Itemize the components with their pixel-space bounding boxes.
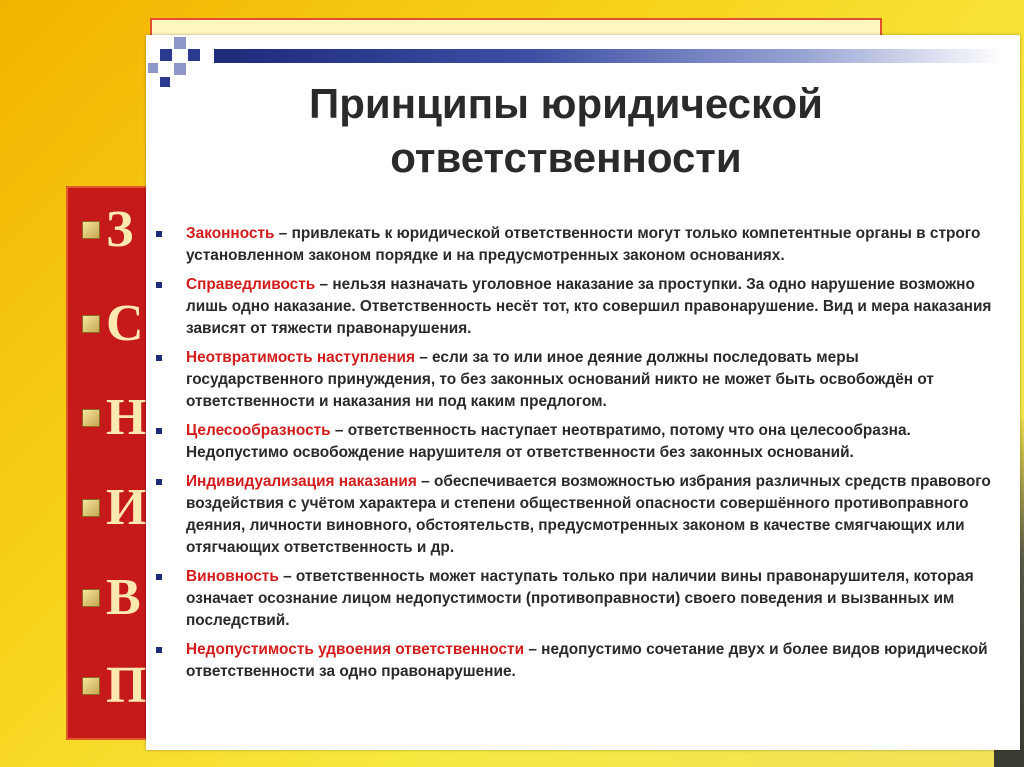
principle-text: – ответственность может наступать только при наличии вины правонарушителя, которая означает осознание лицом недопустимости (противоправности) своего поведения и вызванных им последствий. [186,568,974,629]
principle-text: – нельзя назначать уголовное наказание за проступки. За одно нарушение возможно лишь одно наказание. Ответственность несёт тот, кто совершил правонарушение. Вид и мера наказания зависят от тяжести правонарушения. [186,276,992,337]
bullet-square-icon [82,409,100,427]
bullet-icon [156,647,162,653]
list-item [176,274,996,340]
principles-list [176,223,996,690]
title-line: ответственности [390,134,742,181]
background-letter: Н [106,389,147,446]
bullet-icon [156,282,162,288]
principle-text: – обеспечивается возможностью избрания различных средств правового воздействия с учётом характера и степени общественной опасности совершённого противоправного деяния, личности виновного, обстоятельств, предусмотренных законом в качестве смягчающих или отягчающих ответственность и др. [186,473,991,556]
bullet-icon [156,355,162,361]
principle-term: Неотвратимость наступления [186,349,415,366]
principle-text: – ответственность наступает неотвратимо, потому что она целесообразна. Недопустимо освобождение нарушителя от ответственности без законных оснований. [186,422,911,461]
bullet-icon [156,479,162,485]
list-item [176,223,996,267]
bullet-square-icon [82,589,100,607]
bullet-icon [156,574,162,580]
principle-term: Виновность [186,568,279,585]
list-item [176,566,996,632]
principle-term: Целесообразность [186,422,331,439]
list-item [176,639,996,683]
bullet-square-icon [82,499,100,517]
list-item [176,347,996,413]
principle-term: Недопустимость удвоения ответственности [186,641,525,658]
slide-title [206,77,926,185]
principle-text: – если за то или иное деяние должны последовать меры государственного принуждения, то без законных оснований никто не может быть освобождён от ответственности и наказания ни под каким предлогом. [186,349,934,410]
principle-text: – привлекать к юридической ответственности могут только компетентные органы в строго установленном законом порядке и на предусмотренных законом основаниях. [186,225,981,264]
bullet-square-icon [82,315,100,333]
background-letter: С [106,295,144,352]
list-item [176,471,996,559]
slide [146,35,1020,750]
list-item [176,420,996,464]
background-letter: И [106,479,147,536]
principle-text: – недопустимо сочетание двух и более видов юридической ответственности за одно правонарушение. [186,641,988,680]
principle-term: Справедливость [186,276,316,293]
bullet-icon [156,428,162,434]
title-bar-decoration [214,49,1004,63]
principle-term: Индивидуализация наказания [186,473,417,490]
bullet-icon [156,231,162,237]
background-letter: П [106,657,147,714]
background-letter: В [106,569,141,626]
bullet-square-icon [82,221,100,239]
title-line: Принципы юридической [309,80,823,127]
principle-term: Законность [186,225,275,242]
bullet-square-icon [82,677,100,695]
background-letter: З [106,201,134,258]
